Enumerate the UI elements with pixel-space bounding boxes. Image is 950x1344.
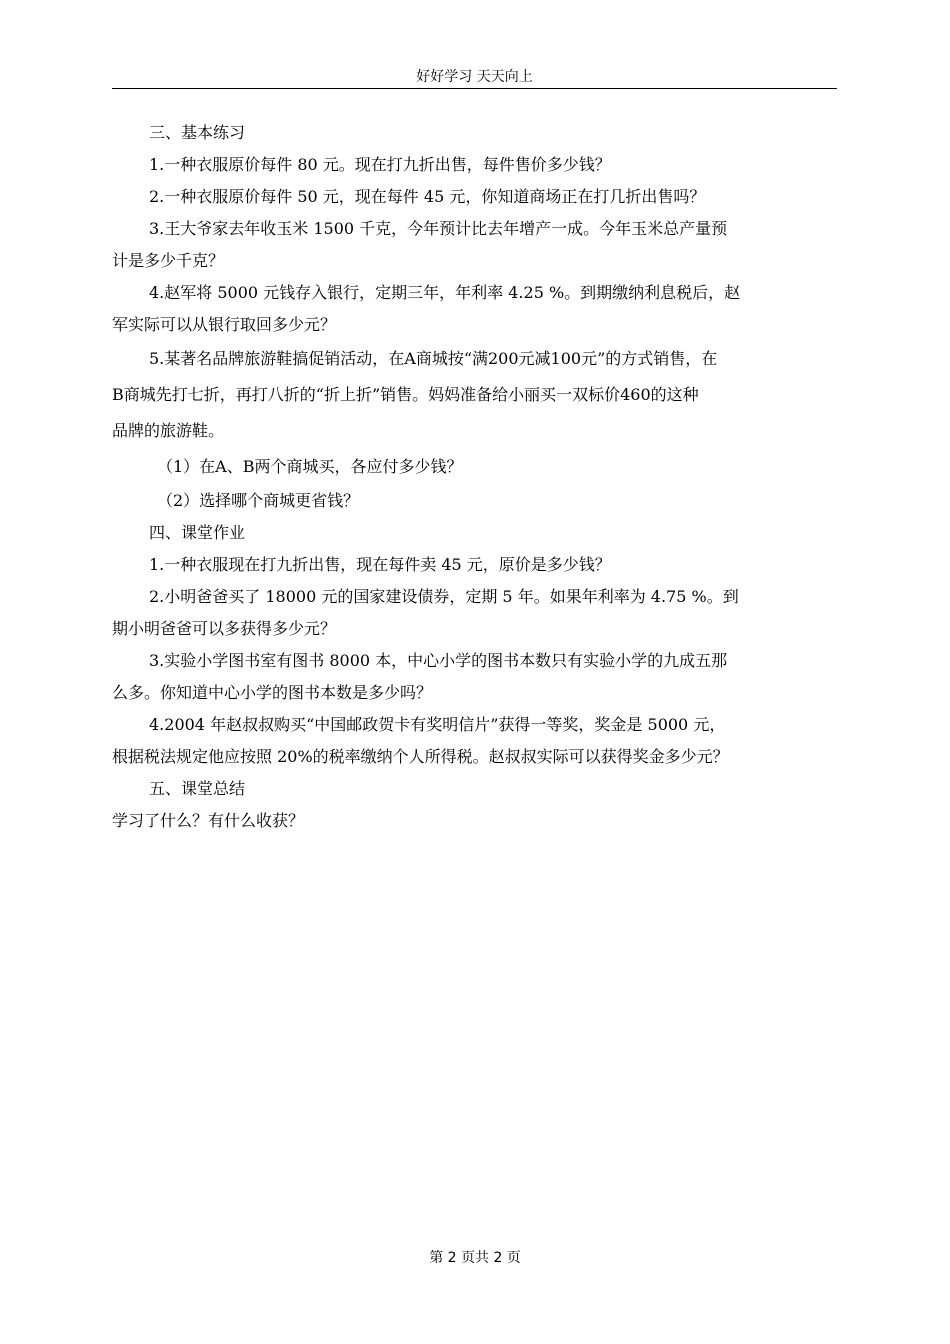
homework-question-3-line-2: 么多。你知道中心小学的图书本数是多少吗？	[112, 683, 433, 702]
practice-question-4-line-2: 军实际可以从银行取回多少元？	[112, 315, 337, 334]
page-footer: 第 2 页共 2 页	[429, 1250, 521, 1266]
practice-question-3-line-1: 3.王大爷家去年收玉米 1500 千克，今年预计比去年增产一成。今年玉米总产量预	[149, 219, 728, 238]
practice-question-5-line-2: B商城先打七折，再打八折的“折上折”销售。妈妈准备给小丽买一双标价460的这种	[112, 385, 699, 404]
practice-question-5-line-1: 5.某著名品牌旅游鞋搞促销活动，在A商城按“满200元减100元”的方式销售，在	[149, 349, 718, 368]
section-heading-summary: 五、课堂总结	[149, 779, 246, 798]
practice-question-4-line-1: 4.赵军将 5000 元钱存入银行，定期三年，年利率 4.25 %。到期缴纳利息税后，赵	[149, 283, 741, 302]
practice-question-5-line-3: 品牌的旅游鞋。	[112, 421, 225, 440]
practice-question-5-sub-1: （1）在A、B两个商城买，各应付多少钱？	[157, 457, 463, 476]
page-header: 好好学习 天天向上	[416, 69, 533, 85]
document-body	[112, 117, 837, 837]
homework-question-4-line-2: 根据税法规定他应按照 20%的税率缴纳个人所得税。赵叔叔实际可以获得奖金多少元？	[112, 747, 729, 766]
homework-question-4-line-1: 4.2004 年赵叔叔购买“中国邮政贺卡有奖明信片”获得一等奖，奖金是 5000 元，	[149, 715, 726, 734]
practice-question-5-sub-2: （2）选择哪个商城更省钱？	[157, 491, 360, 510]
practice-question-1: 1.一种衣服原价每件 80 元。现在打九折出售，每件售价多少钱？	[149, 155, 611, 174]
homework-question-1: 1.一种衣服现在打九折出售，现在每件卖 45 元，原价是多少钱？	[149, 555, 611, 574]
homework-question-2-line-2: 期小明爸爸可以多获得多少元？	[112, 619, 337, 638]
header-divider	[112, 88, 837, 89]
section-heading-practice: 三、基本练习	[149, 123, 246, 142]
homework-question-2-line-1: 2.小明爸爸买了 18000 元的国家建设债券，定期 5 年。如果年利率为 4.75 %。到	[149, 587, 739, 606]
practice-question-2: 2.一种衣服原价每件 50 元，现在每件 45 元，你知道商场正在打几折出售吗？	[149, 187, 706, 206]
homework-question-3-line-1: 3.实验小学图书室有图书 8000 本，中心小学的图书本数只有实验小学的九成五那	[149, 651, 728, 670]
summary-text: 学习了什么？有什么收获？	[112, 811, 305, 830]
practice-question-3-line-2: 计是多少千克？	[112, 251, 225, 270]
section-heading-homework: 四、课堂作业	[149, 523, 246, 542]
